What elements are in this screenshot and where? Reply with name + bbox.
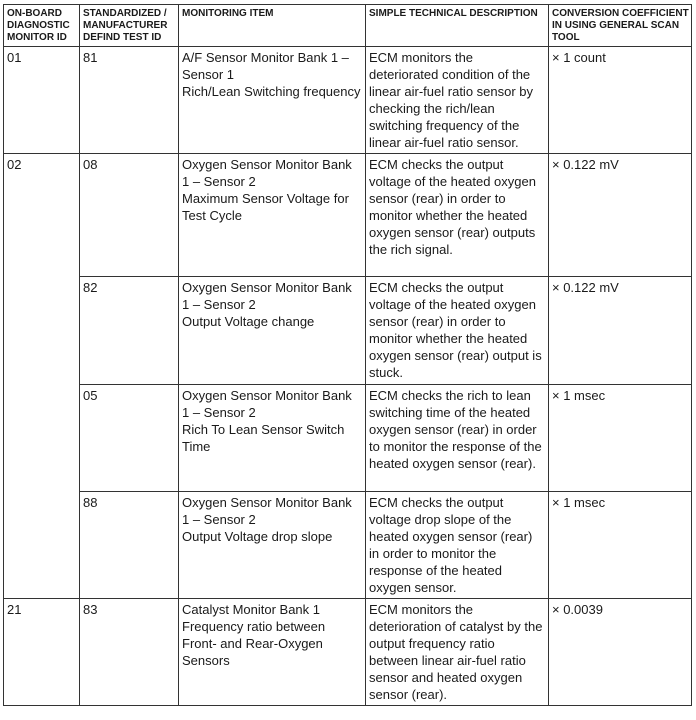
monitor-id-value: 02 bbox=[7, 157, 22, 172]
header-conversion: CONVERSION COEFFICIENT IN USING GENERAL SCAN TOOL bbox=[549, 5, 692, 47]
conversion-cell bbox=[549, 385, 692, 492]
monitoring-item-value: Catalyst Monitor Bank 1 Frequency ratio between Front- and Rear-Oxygen Sensors bbox=[182, 602, 326, 668]
table-row bbox=[4, 385, 692, 492]
test-id-cell bbox=[80, 154, 179, 277]
header-description: SIMPLE TECHNICAL DESCRIPTION bbox=[366, 5, 549, 47]
conversion-value: × 0.122 mV bbox=[552, 280, 619, 295]
conversion-cell bbox=[549, 154, 692, 277]
header-monitoring-item: MONITORING ITEM bbox=[179, 5, 366, 47]
test-id-value: 82 bbox=[83, 280, 98, 295]
conversion-cell bbox=[549, 47, 692, 154]
test-id-value: 83 bbox=[83, 602, 98, 617]
conversion-value: × 1 msec bbox=[552, 495, 606, 510]
conversion-value: × 1 msec bbox=[552, 388, 606, 403]
table-row bbox=[4, 277, 692, 385]
monitoring-item-cell bbox=[179, 492, 366, 599]
monitoring-item-cell bbox=[179, 277, 366, 385]
monitoring-item-cell bbox=[179, 385, 366, 492]
conversion-cell bbox=[549, 277, 692, 385]
conversion-value: × 0.122 mV bbox=[552, 157, 619, 172]
test-id-cell bbox=[80, 492, 179, 599]
test-id-value: 05 bbox=[83, 388, 98, 403]
monitoring-item-value: A/F Sensor Monitor Bank 1 – Sensor 1 Rich/Lean Switching frequency bbox=[182, 50, 361, 99]
monitoring-item-cell bbox=[179, 599, 366, 706]
description-cell bbox=[366, 154, 549, 277]
monitoring-item-cell bbox=[179, 154, 366, 277]
description-value: ECM checks the output voltage drop slope of the heated oxygen sensor (rear) in order to monitor the response of the heated oxygen sensor. bbox=[369, 495, 533, 595]
monitor-id-cell bbox=[4, 154, 80, 599]
description-cell bbox=[366, 385, 549, 492]
monitoring-item-value: Oxygen Sensor Monitor Bank 1 – Sensor 2 Output Voltage drop slope bbox=[182, 495, 352, 544]
monitor-test-table bbox=[3, 4, 692, 706]
header-test-id: STANDARDIZED / MANUFACTURER DEFIND TEST ID bbox=[80, 5, 179, 47]
header-monitor-id: ON-BOARD DIAGNOSTIC MONITOR ID bbox=[4, 5, 80, 47]
conversion-value: × 1 count bbox=[552, 50, 606, 65]
monitor-id-value: 01 bbox=[7, 50, 22, 65]
monitor-id-cell bbox=[4, 47, 80, 154]
monitoring-item-cell bbox=[179, 47, 366, 154]
conversion-cell bbox=[549, 599, 692, 706]
table-row bbox=[4, 492, 692, 599]
monitoring-item-value: Oxygen Sensor Monitor Bank 1 – Sensor 2 Output Voltage change bbox=[182, 280, 352, 329]
description-cell bbox=[366, 492, 549, 599]
description-value: ECM monitors the deterioration of catalyst by the output frequency ratio between linear air-fuel ratio sensor and heated oxygen sensor (rear). bbox=[369, 602, 543, 702]
description-cell bbox=[366, 277, 549, 385]
monitoring-item-value: Oxygen Sensor Monitor Bank 1 – Sensor 2 Rich To Lean Sensor Switch Time bbox=[182, 388, 352, 454]
table-header-row bbox=[4, 5, 692, 47]
table-row bbox=[4, 154, 692, 277]
description-cell bbox=[366, 47, 549, 154]
table-row bbox=[4, 47, 692, 154]
test-id-value: 08 bbox=[83, 157, 98, 172]
description-value: ECM monitors the deteriorated condition of the linear air-fuel ratio sensor by checking the rich/lean switching frequency of the linear air-fuel ratio sensor. bbox=[369, 50, 534, 150]
description-value: ECM checks the output voltage of the heated oxygen sensor (rear) in order to monitor whether the heated oxygen sensor (rear) output is stuck. bbox=[369, 280, 542, 380]
description-value: ECM checks the output voltage of the heated oxygen sensor (rear) in order to monitor whether the heated oxygen sensor (rear) outputs the rich signal. bbox=[369, 157, 536, 257]
test-id-cell bbox=[80, 599, 179, 706]
monitoring-item-value: Oxygen Sensor Monitor Bank 1 – Sensor 2 Maximum Sensor Voltage for Test Cycle bbox=[182, 157, 352, 223]
conversion-cell bbox=[549, 492, 692, 599]
monitor-id-value: 21 bbox=[7, 602, 22, 617]
description-cell bbox=[366, 599, 549, 706]
table-row bbox=[4, 599, 692, 706]
test-id-value: 88 bbox=[83, 495, 98, 510]
monitor-id-cell bbox=[4, 599, 80, 706]
test-id-cell bbox=[80, 277, 179, 385]
test-id-cell bbox=[80, 47, 179, 154]
conversion-value: × 0.0039 bbox=[552, 602, 603, 617]
description-value: ECM checks the rich to lean switching time of the heated oxygen sensor (rear) in order to monitor the response of the heated oxygen sensor (rear). bbox=[369, 388, 542, 471]
test-id-cell bbox=[80, 385, 179, 492]
test-id-value: 81 bbox=[83, 50, 98, 65]
